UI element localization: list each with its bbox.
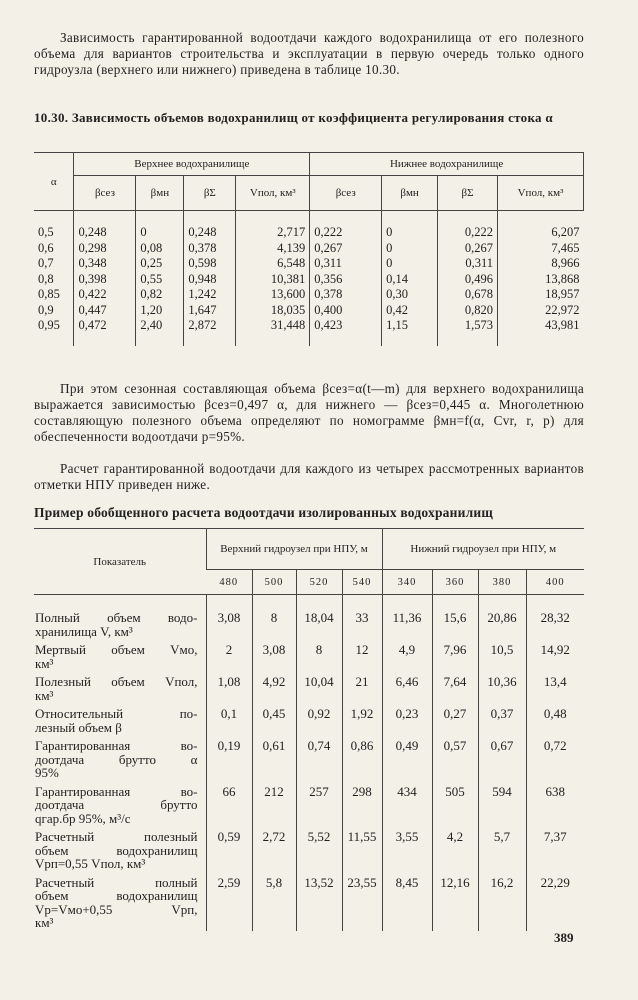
lower-reservoir-header: Нижнее водохранилище	[310, 153, 584, 176]
table-cell: 4,92	[252, 671, 296, 703]
table2-body	[34, 595, 584, 931]
indicator-label	[34, 735, 206, 781]
table-cell: 10,04	[296, 671, 342, 703]
indicator-header: Показатель	[34, 529, 206, 595]
table-cell: 212	[252, 781, 296, 827]
indicator-label	[34, 671, 206, 703]
table1-cell: 0,85	[38, 287, 60, 301]
table1-cell: 0,400	[314, 302, 343, 317]
indicator-label	[34, 872, 206, 931]
table-cell: 23,55	[342, 872, 382, 931]
table1-reservoir-volumes	[34, 152, 584, 346]
table1-cell: 0,14	[386, 271, 409, 286]
page-number: 389	[554, 930, 574, 945]
table-cell: 505	[432, 781, 478, 827]
table-row	[34, 639, 584, 671]
indicator-label-line: Vр=Vмо+0,55 Vрп,	[35, 901, 198, 917]
table1-cell: 1,242	[188, 287, 217, 301]
table-cell: 0,48	[526, 703, 584, 735]
table1-cell: 0,820	[464, 302, 494, 317]
table-cell: 33	[342, 607, 382, 639]
table-cell: 8	[252, 607, 296, 639]
indicator-label	[34, 781, 206, 827]
table1-cell: 0,311	[314, 256, 342, 270]
table-cell: 0,1	[206, 703, 252, 735]
table1-col-upper-sum	[184, 211, 236, 346]
table1-cell: 2,872	[188, 318, 217, 332]
col-lower-mn: βмн	[382, 176, 438, 211]
table1-cell: 18,957	[545, 287, 580, 301]
table1-cell: 0,8	[38, 271, 54, 286]
npu-level: 520	[296, 570, 342, 595]
indicator-label-line: 95%	[35, 765, 59, 780]
table-cell: 1,92	[342, 703, 382, 735]
indicator-label-line: доотдача брутто	[35, 797, 198, 812]
table1-cell: 0,9	[38, 302, 54, 317]
table-cell: 12	[342, 639, 382, 671]
table-cell: 10,5	[478, 639, 526, 671]
table-cell: 434	[382, 781, 432, 827]
indicator-label-line: Расчетный полезный	[35, 829, 198, 844]
table-cell: 0,45	[252, 703, 296, 735]
table-cell: 28,32	[526, 607, 584, 639]
table1-col-upper-vpol	[236, 211, 310, 346]
table-cell: 8,45	[382, 872, 432, 931]
npu-level: 480	[206, 570, 252, 595]
table1-cell: 0,5	[38, 225, 54, 239]
upper-hydro-header: Верхний гидроузел при НПУ, м	[206, 529, 382, 570]
table-cell: 594	[478, 781, 526, 827]
table1-cell: 22,972	[545, 302, 580, 317]
indicator-label-line: Vрп=0,55 Vпол, км³	[35, 856, 146, 871]
table1-row	[34, 211, 584, 346]
table-cell: 0,67	[478, 735, 526, 781]
table1-cell: 7,465	[551, 240, 580, 255]
table1-cell: 1,15	[386, 318, 409, 332]
table-cell: 15,6	[432, 607, 478, 639]
paragraph-calculation: Расчет гарантированной водоотдачи для каждого из четырех рассмотренных вариантов отметки НПУ приведен ниже.	[34, 461, 584, 492]
indicator-label-line: км³	[35, 687, 54, 703]
table1-cell: 0,948	[188, 271, 217, 286]
table-row	[34, 607, 584, 639]
table-cell: 13,4	[526, 671, 584, 703]
table1-cell: 0,378	[314, 287, 343, 301]
table1-title: 10.30. Зависимость объемов водохранилищ от коэффициента регулирования стока α	[34, 110, 553, 125]
table1-col-lower-sum	[438, 211, 498, 346]
col-lower-sum: βΣ	[438, 176, 498, 211]
table-row	[34, 703, 584, 735]
table1-col-lower-vpol	[498, 211, 584, 346]
table2-title: Пример обобщенного расчета водоотдачи изолированных водохранилищ	[34, 505, 493, 520]
table1-cell: 0,95	[38, 318, 60, 332]
npu-level: 340	[382, 570, 432, 595]
table1-cell: 0,598	[188, 256, 217, 270]
table-cell: 0,61	[252, 735, 296, 781]
table-cell: 12,16	[432, 872, 478, 931]
indicator-label-line: объем водохранилищ	[35, 842, 198, 858]
table-cell: 298	[342, 781, 382, 827]
table1-cell: 0,7	[38, 256, 54, 270]
table1-cell: 0,348	[78, 256, 107, 270]
table1-col-upper-sez	[74, 211, 136, 346]
table1-cell: 0,378	[188, 240, 217, 255]
table1-cell: 1,573	[464, 318, 494, 332]
table1-col-upper-mn	[136, 211, 184, 346]
table1-cell: 0,222	[314, 225, 343, 239]
table1-cell: 18,035	[270, 302, 306, 317]
indicator-label-line: Гарантированная во-	[35, 783, 198, 799]
table-cell: 0,37	[478, 703, 526, 735]
table-cell: 5,7	[478, 826, 526, 872]
table1-cell: 0,267	[314, 240, 343, 255]
table-cell: 10,36	[478, 671, 526, 703]
indicator-label-line: доотдача брутто α	[35, 751, 198, 767]
table-cell: 8	[296, 639, 342, 671]
table-cell: 7,64	[432, 671, 478, 703]
table1-cell: 13,868	[545, 271, 580, 286]
table-cell: 18,04	[296, 607, 342, 639]
table-row	[34, 735, 584, 781]
intro-paragraph: Зависимость гарантированной водоотдачи каждого водохранилища от его полезного объема для вариантов строительства и эксплуатации в первую очередь только одного гидроузла (верхнего или нижнего) приведена в таблице 10.30.	[34, 30, 584, 77]
npu-level: 360	[432, 570, 478, 595]
table1-cell: 0,678	[464, 287, 494, 301]
table1-cell: 0,08	[140, 240, 163, 255]
table1-col-alpha	[34, 211, 74, 346]
table1-cell: 10,381	[270, 271, 306, 286]
table-cell: 66	[206, 781, 252, 827]
table1-cell: 0,423	[314, 318, 343, 332]
indicator-label-line: км³	[35, 915, 54, 930]
table2-water-yield	[34, 528, 584, 931]
table-cell: 1,08	[206, 671, 252, 703]
table-row	[34, 671, 584, 703]
table1-cell: 0,42	[386, 302, 409, 317]
table-cell: 5,52	[296, 826, 342, 872]
table-row	[34, 781, 584, 827]
table-cell: 0,86	[342, 735, 382, 781]
paragraph-seasonal: При этом сезонная составляющая объема βсез=α(t—m) для верхнего водохранилища выражается зависимостью βсез=0,497 α, для нижнего — βсез=0,445 α. Многолетнюю составляющую полезного объема определяют по номограмме βмн=f(α, Cvr, r, p) для обеспеченности водоотдачи p=95%.	[34, 381, 584, 444]
table1-cell: 0,472	[78, 318, 107, 332]
table-cell: 13,52	[296, 872, 342, 931]
npu-level: 380	[478, 570, 526, 595]
table1-cell: 0,311	[465, 256, 494, 270]
indicator-label-line: лезный объем β	[35, 719, 122, 735]
table1-col-lower-mn	[382, 211, 438, 346]
table-cell: 0,57	[432, 735, 478, 781]
table1-cell: 0,25	[140, 256, 163, 270]
indicator-label-line: qгар.бр 95%, м³/с	[35, 810, 131, 826]
indicator-label	[34, 639, 206, 671]
indicator-label-line: Мертвый объем Vмо,	[35, 642, 198, 657]
indicator-label-line: объем водохранилищ	[35, 888, 198, 903]
table1-cell: 8,966	[551, 256, 580, 270]
table-cell: 6,46	[382, 671, 432, 703]
table1-cell: 43,981	[545, 318, 580, 332]
table1-body	[34, 211, 584, 346]
table-cell: 22,29	[526, 872, 584, 931]
table-cell: 5,8	[252, 872, 296, 931]
lower-hydro-header: Нижний гидроузел при НПУ, м	[382, 529, 584, 570]
table1-cell: 0,55	[140, 271, 163, 286]
table1-cell: 2,717	[277, 225, 306, 239]
table-cell: 3,08	[252, 639, 296, 671]
table-cell: 14,92	[526, 639, 584, 671]
table1-cell: 0,398	[78, 271, 107, 286]
table1-cell: 0	[386, 256, 393, 270]
col-upper-mn: βмн	[136, 176, 184, 211]
col-lower-sez: βсез	[310, 176, 382, 211]
table1-cell: 0,30	[386, 287, 409, 301]
indicator-label	[34, 607, 206, 639]
table1-cell: 0,6	[38, 240, 54, 255]
col-upper-vpol: Vпол, км³	[236, 176, 310, 211]
indicator-label-line: Расчетный полный	[35, 874, 198, 890]
table-cell: 4,9	[382, 639, 432, 671]
indicator-label	[34, 703, 206, 735]
table1-cell: 1,647	[188, 302, 217, 317]
table1-cell: 0	[140, 225, 147, 239]
table1-cell: 0,267	[464, 240, 494, 255]
table-cell: 638	[526, 781, 584, 827]
table1-cell: 0,422	[78, 287, 107, 301]
npu-level: 500	[252, 570, 296, 595]
table1-cell: 0	[386, 225, 393, 239]
table-cell: 7,96	[432, 639, 478, 671]
table-cell: 0,72	[526, 735, 584, 781]
npu-level: 400	[526, 570, 584, 595]
col-lower-vpol: Vпол, км³	[498, 176, 584, 211]
indicator-label-line: Гарантированная во-	[35, 738, 198, 753]
table-cell: 0,92	[296, 703, 342, 735]
table-cell: 257	[296, 781, 342, 827]
table1-cell: 1,20	[140, 302, 163, 317]
table-row	[34, 826, 584, 872]
table-cell: 2,59	[206, 872, 252, 931]
table-cell: 3,55	[382, 826, 432, 872]
table-cell: 2,72	[252, 826, 296, 872]
table1-cell: 0,298	[78, 240, 107, 255]
table1-cell: 0,248	[188, 225, 217, 239]
table1-cell: 2,40	[140, 318, 163, 332]
table-cell: 11,36	[382, 607, 432, 639]
indicator-label-line: Относительный по-	[35, 706, 198, 721]
indicator-label-line: км³	[35, 655, 54, 671]
table-cell: 21	[342, 671, 382, 703]
table1-cell: 0	[386, 240, 393, 255]
table-cell: 0,59	[206, 826, 252, 872]
table-cell: 0,23	[382, 703, 432, 735]
table1-cell: 0,447	[78, 302, 107, 317]
table-cell: 16,2	[478, 872, 526, 931]
table1-cell: 4,139	[277, 240, 306, 255]
indicator-label-line: Полный объем водо-	[35, 610, 198, 625]
col-upper-sez: βсез	[74, 176, 136, 211]
table-row	[34, 872, 584, 931]
table-cell: 4,2	[432, 826, 478, 872]
npu-level: 540	[342, 570, 382, 595]
table1-col-lower-sez	[310, 211, 382, 346]
table1-cell: 0,248	[78, 225, 107, 239]
table1-cell: 0,222	[464, 225, 494, 239]
table-cell: 0,27	[432, 703, 478, 735]
upper-reservoir-header: Верхнее водохранилище	[74, 153, 310, 176]
table-cell: 3,08	[206, 607, 252, 639]
indicator-label-line: хранилища V, км³	[35, 623, 133, 639]
table-cell: 0,49	[382, 735, 432, 781]
table1-cell: 0,356	[314, 271, 343, 286]
table1-cell: 31,448	[270, 318, 306, 332]
table1-cell: 0,82	[140, 287, 163, 301]
table-cell: 11,55	[342, 826, 382, 872]
table1-cell: 13,600	[270, 287, 306, 301]
table-cell: 2	[206, 639, 252, 671]
table-cell: 0,74	[296, 735, 342, 781]
table-cell: 7,37	[526, 826, 584, 872]
table1-cell: 6,548	[277, 256, 306, 270]
col-upper-sum: βΣ	[184, 176, 236, 211]
table-cell: 20,86	[478, 607, 526, 639]
indicator-label	[34, 826, 206, 872]
indicator-label-line: Полезный объем Vпол,	[35, 674, 198, 689]
table1-cell: 0,496	[464, 271, 494, 286]
table-cell: 0,19	[206, 735, 252, 781]
table1-cell: 6,207	[551, 225, 580, 239]
alpha-header: α	[34, 153, 74, 211]
